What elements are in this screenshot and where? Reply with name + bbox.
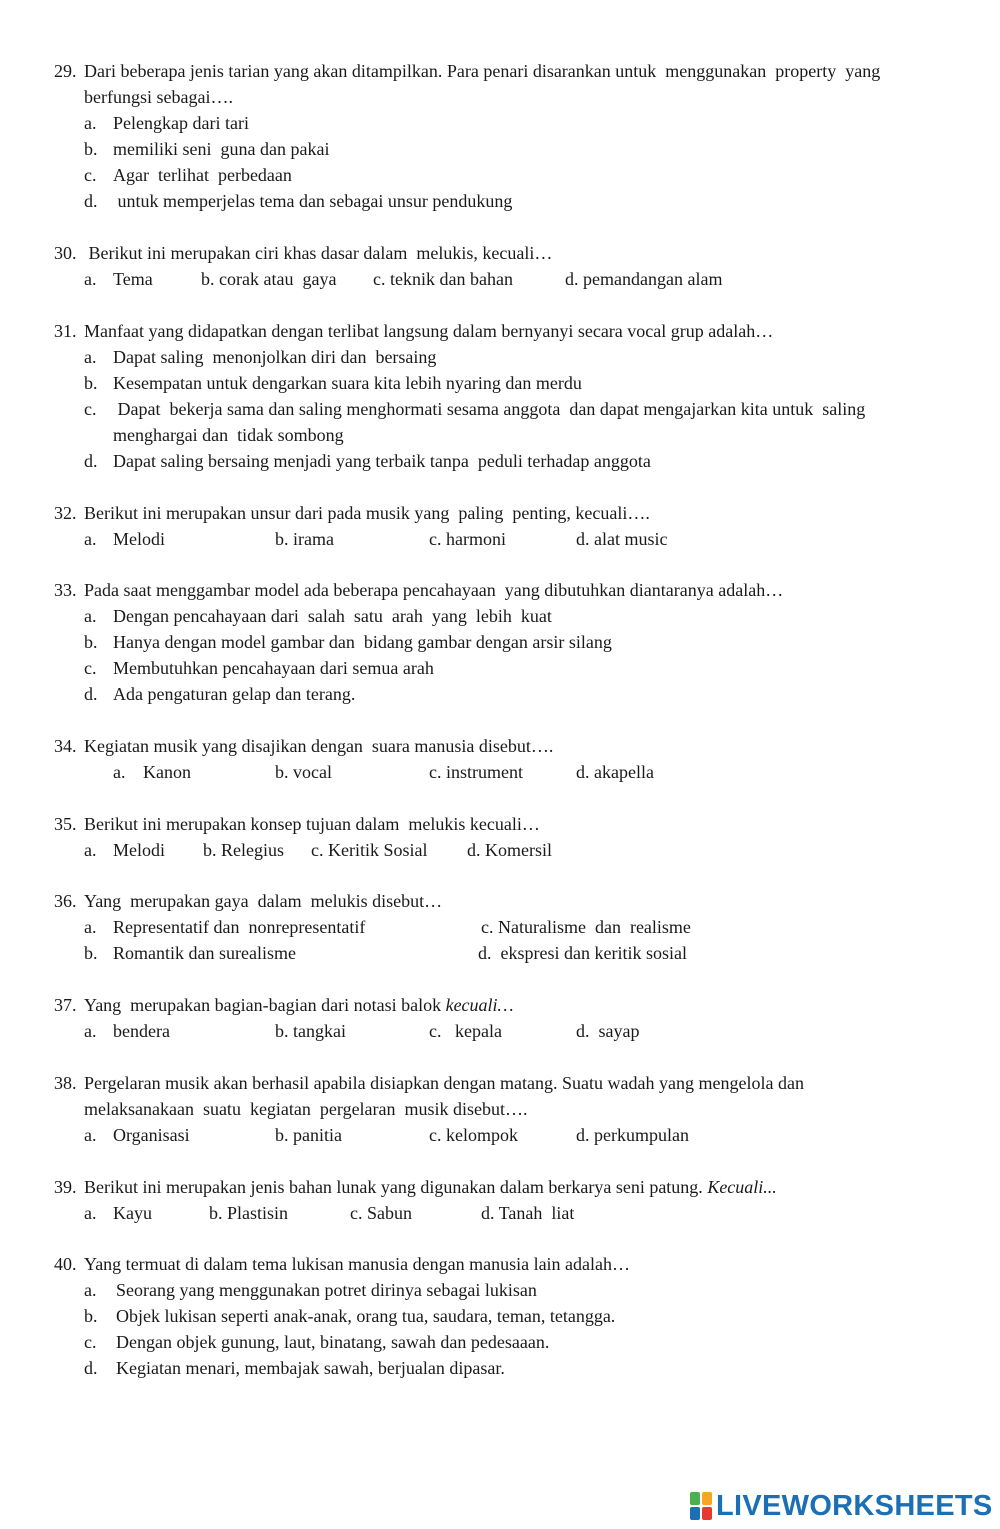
option-text[interactable]: b. panitia — [275, 1125, 342, 1145]
option-text[interactable]: Kanon — [143, 762, 191, 782]
question-text: Yang merupakan bagian-bagian dari notasi balok kecuali… — [84, 995, 514, 1015]
question-text: Berikut ini merupakan unsur dari pada musik yang paling penting, kecuali…. — [84, 503, 650, 523]
question-number: 33. — [54, 580, 77, 600]
italic-text: Kecuali... — [707, 1177, 777, 1197]
option-letter: d. — [84, 191, 98, 211]
option-text[interactable]: Melodi — [113, 840, 165, 860]
option-text[interactable]: Membutuhkan pencahayaan dari semua arah — [113, 658, 434, 678]
option-letter: a. — [84, 113, 97, 133]
option-letter: c. — [84, 1332, 97, 1352]
option-text[interactable]: d. ekspresi dan keritik sosial — [478, 943, 687, 963]
question-number: 30. — [54, 243, 77, 263]
question-number: 37. — [54, 995, 77, 1015]
option-text[interactable]: bendera — [113, 1021, 170, 1041]
option-letter: b. — [84, 632, 98, 652]
option-text[interactable]: b. corak atau gaya — [201, 269, 337, 289]
question-number: 39. — [54, 1177, 77, 1197]
option-text[interactable]: d. sayap — [576, 1021, 640, 1041]
logo-tile — [702, 1507, 712, 1520]
option-text[interactable]: Dapat bekerja sama dan saling menghormati sesama anggota dan dapat mengajarkan kita untuk saling — [113, 399, 866, 419]
question-text: Yang merupakan gaya dalam melukis disebut… — [84, 891, 443, 911]
option-letter: a. — [84, 606, 97, 626]
option-text[interactable]: Pelengkap dari tari — [113, 113, 249, 133]
option-text[interactable]: Kegiatan menari, membajak sawah, berjualan dipasar. — [116, 1358, 505, 1378]
option-text[interactable]: c. Sabun — [350, 1203, 412, 1223]
question-text: Manfaat yang didapatkan dengan terlibat langsung dalam bernyanyi secara vocal grup adalah… — [84, 321, 774, 341]
option-text[interactable]: c. teknik dan bahan — [373, 269, 513, 289]
option-letter: a. — [84, 1203, 97, 1223]
option-letter: b. — [84, 1306, 98, 1326]
question-text: berfungsi sebagai…. — [84, 87, 233, 107]
logo-tile — [690, 1507, 700, 1520]
option-letter: c. — [84, 165, 97, 185]
option-letter: a. — [84, 840, 97, 860]
question-number: 34. — [54, 736, 77, 756]
option-letter: c. — [84, 399, 97, 419]
option-text[interactable]: c. harmoni — [429, 529, 506, 549]
option-text[interactable]: Kayu — [113, 1203, 152, 1223]
option-text[interactable]: b. Plastisin — [209, 1203, 289, 1223]
option-letter: b. — [84, 943, 98, 963]
question-text: Pergelaran musik akan berhasil apabila disiapkan dengan matang. Suatu wadah yang mengelola dan — [84, 1073, 804, 1093]
question-text: Berikut ini merupakan jenis bahan lunak yang digunakan dalam berkarya seni patung. Kecuali... — [84, 1177, 777, 1197]
option-text[interactable]: b. vocal — [275, 762, 332, 782]
option-letter: d. — [84, 451, 98, 471]
option-letter: d. — [84, 684, 98, 704]
option-text[interactable]: Dengan pencahayaan dari salah satu arah yang lebih kuat — [113, 606, 552, 626]
option-text[interactable]: Organisasi — [113, 1125, 190, 1145]
question-text: Yang termuat di dalam tema lukisan manusia dengan manusia lain adalah… — [84, 1254, 631, 1274]
option-text[interactable]: b. Relegius — [203, 840, 284, 860]
option-text[interactable]: Agar terlihat perbedaan — [113, 165, 292, 185]
question-text: Dari beberapa jenis tarian yang akan ditampilkan. Para penari disarankan untuk menggunakan property yang — [84, 61, 881, 81]
option-text[interactable]: Dapat saling bersaing menjadi yang terbaik tanpa peduli terhadap anggota — [113, 451, 651, 471]
logo-tiles-icon — [690, 1492, 712, 1520]
option-text[interactable]: d. perkumpulan — [576, 1125, 689, 1145]
option-text[interactable]: c. kepala — [429, 1021, 502, 1041]
option-letter: a. — [84, 1021, 97, 1041]
option-text[interactable]: Kesempatan untuk dengarkan suara kita lebih nyaring dan merdu — [113, 373, 582, 393]
option-text[interactable]: b. tangkai — [275, 1021, 346, 1041]
logo-tile — [702, 1492, 712, 1505]
option-text[interactable]: c. Keritik Sosial — [311, 840, 428, 860]
option-text[interactable]: Tema — [113, 269, 153, 289]
option-text[interactable]: Ada pengaturan gelap dan terang. — [113, 684, 356, 704]
option-letter: a. — [84, 1125, 97, 1145]
option-text[interactable]: Hanya dengan model gambar dan bidang gambar dengan arsir silang — [113, 632, 612, 652]
option-text[interactable]: c. Naturalisme dan realisme — [481, 917, 691, 937]
option-letter: c. — [84, 658, 97, 678]
option-text[interactable]: Dapat saling menonjolkan diri dan bersaing — [113, 347, 437, 367]
question-text: Berikut ini merupakan ciri khas dasar dalam melukis, kecuali… — [84, 243, 553, 263]
option-letter: d. — [84, 1358, 98, 1378]
option-text[interactable]: b. irama — [275, 529, 334, 549]
option-text[interactable]: c. kelompok — [429, 1125, 518, 1145]
option-letter: a. — [84, 269, 97, 289]
question-text: melaksanakaan suatu kegiatan pergelaran musik disebut…. — [84, 1099, 528, 1119]
question-number: 31. — [54, 321, 77, 341]
option-text[interactable]: memiliki seni guna dan pakai — [113, 139, 330, 159]
question-text: Pada saat menggambar model ada beberapa pencahayaan yang dibutuhkan diantaranya adalah… — [84, 580, 784, 600]
option-letter: a. — [84, 529, 97, 549]
question-number: 36. — [54, 891, 77, 911]
question-number: 40. — [54, 1254, 77, 1274]
option-text[interactable]: Seorang yang menggunakan potret dirinya sebagai lukisan — [116, 1280, 537, 1300]
option-text[interactable]: d. alat music — [576, 529, 668, 549]
option-letter: a. — [113, 762, 126, 782]
logo-tile — [690, 1492, 700, 1505]
question-number: 38. — [54, 1073, 77, 1093]
logo-text: LIVEWORKSHEETS — [716, 1489, 993, 1522]
option-text[interactable]: Romantik dan surealisme — [113, 943, 296, 963]
option-text[interactable]: Dengan objek gunung, laut, binatang, sawah dan pedesaaan. — [116, 1332, 550, 1352]
option-text[interactable]: d. akapella — [576, 762, 654, 782]
option-text[interactable]: untuk memperjelas tema dan sebagai unsur pendukung — [113, 191, 513, 211]
option-letter: b. — [84, 139, 98, 159]
question-text: Berikut ini merupakan konsep tujuan dalam melukis kecuali… — [84, 814, 540, 834]
option-letter: a. — [84, 917, 97, 937]
option-text[interactable]: Melodi — [113, 529, 165, 549]
option-text[interactable]: d. Komersil — [467, 840, 552, 860]
option-text[interactable]: Objek lukisan seperti anak-anak, orang tua, saudara, teman, tetangga. — [116, 1306, 616, 1326]
liveworksheets-logo[interactable] — [690, 1488, 993, 1524]
question-number: 32. — [54, 503, 77, 523]
option-letter: a. — [84, 1280, 97, 1300]
option-text[interactable]: d. Tanah liat — [481, 1203, 575, 1223]
option-text[interactable]: d. pemandangan alam — [565, 269, 723, 289]
option-letter: a. — [84, 347, 97, 367]
option-letter: b. — [84, 373, 98, 393]
option-text[interactable]: c. instrument — [429, 762, 523, 782]
question-text: Kegiatan musik yang disajikan dengan suara manusia disebut…. — [84, 736, 554, 756]
option-text[interactable]: Representatif dan nonrepresentatif — [113, 917, 366, 937]
question-number: 35. — [54, 814, 77, 834]
question-number: 29. — [54, 61, 77, 81]
italic-text: kecuali… — [445, 995, 514, 1015]
option-text[interactable]: menghargai dan tidak sombong — [113, 425, 344, 445]
